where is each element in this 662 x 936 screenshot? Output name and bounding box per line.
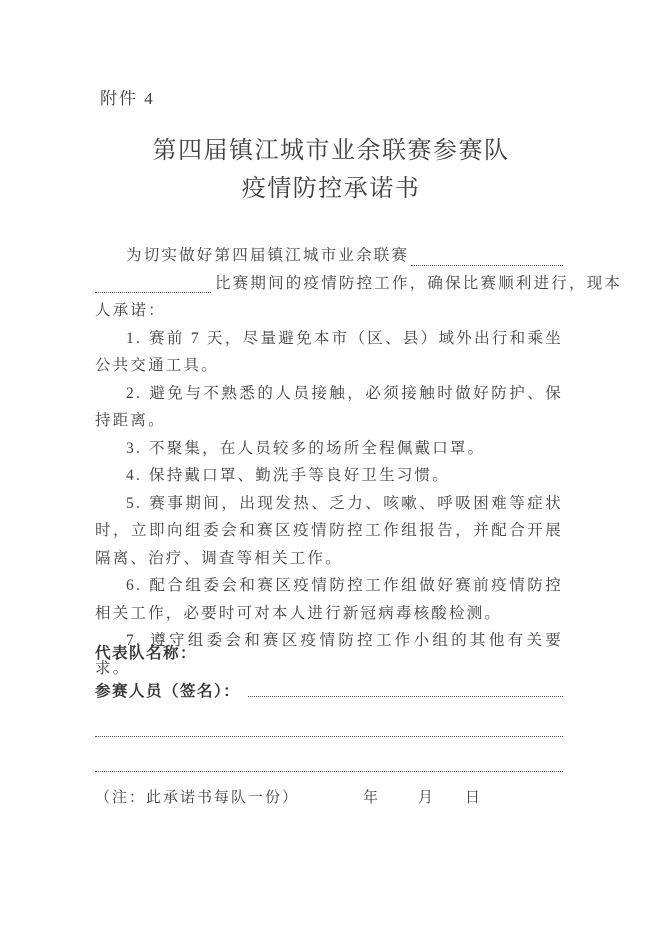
document-body (95, 242, 623, 682)
commitment-item (95, 572, 563, 627)
intro-text-2: 比赛期间的疫情防控工作，确保比赛顺利进行，现本 (215, 274, 623, 292)
item-text: 赛前 7 天，尽量避免本市（区、县）域外出行和乘坐公共交通工具。 (95, 329, 563, 374)
intro-text-3: 人承诺： (95, 302, 166, 319)
signature-label: 参赛人员（签名）： (95, 683, 241, 700)
commitment-item (95, 462, 563, 490)
intro-line-3 (95, 297, 563, 325)
item-text: 避免与不熟悉的人员接触，必须接触时做好防护、保持距离。 (95, 384, 563, 429)
attachment-label: 附件 4 (100, 89, 155, 108)
item-number: 5. (126, 494, 143, 512)
intro-line-1 (95, 242, 563, 270)
item-number: 1. (126, 329, 143, 347)
item-number: 2. (126, 384, 143, 402)
intro-line-2 (95, 270, 623, 298)
commitment-item (95, 380, 563, 435)
year-label: 年 (363, 790, 381, 806)
item-number: 7. (126, 632, 143, 649)
blank-lead-line (95, 292, 211, 293)
item-text: 遵守组委会和赛区疫情防控工作小组的其他有关要求。 (95, 632, 563, 677)
item-text: 不聚集，在人员较多的场所全程佩戴口罩。 (149, 439, 486, 457)
signature-rule-2 (95, 771, 563, 772)
note-row (95, 786, 563, 814)
commitment-list (95, 325, 563, 683)
item-number: 4. (126, 467, 143, 484)
team-name-label: 代表队名称： (95, 645, 198, 662)
signature-dotted-line (248, 696, 563, 697)
item-text: 保持戴口罩、勤洗手等良好卫生习惯。 (149, 467, 450, 484)
blank-fill-line (411, 265, 563, 266)
commitment-item (95, 490, 563, 573)
item-text: 赛事期间，出现发热、乏力、咳嗽、呼吸困难等症状时，立即向组委会和赛区疫情防控工作组报告，并配合开展隔离、治疗、调查等相关工作。 (95, 494, 563, 567)
item-number: 3. (126, 439, 143, 457)
commitment-item (95, 435, 563, 463)
intro-text-1: 为切实做好第四届镇江城市业余联赛 (126, 247, 410, 264)
day-label: 日 (465, 790, 483, 806)
note-text: （注：此承诺书每队一份） (95, 790, 300, 806)
item-text: 配合组委会和赛区疫情防控工作组做好赛前疫情防控相关工作，必要时可对本人进行新冠病毒核酸检测。 (95, 577, 563, 622)
document-title-line1: 第四届镇江城市业余联赛参赛队 (152, 138, 510, 164)
signature-rule-1 (95, 736, 563, 737)
month-label: 月 (418, 790, 436, 806)
commitment-item (95, 325, 563, 380)
document-title-line2: 疫情防控承诺书 (241, 176, 421, 202)
item-number: 6. (126, 577, 143, 594)
signature-row (95, 679, 563, 701)
